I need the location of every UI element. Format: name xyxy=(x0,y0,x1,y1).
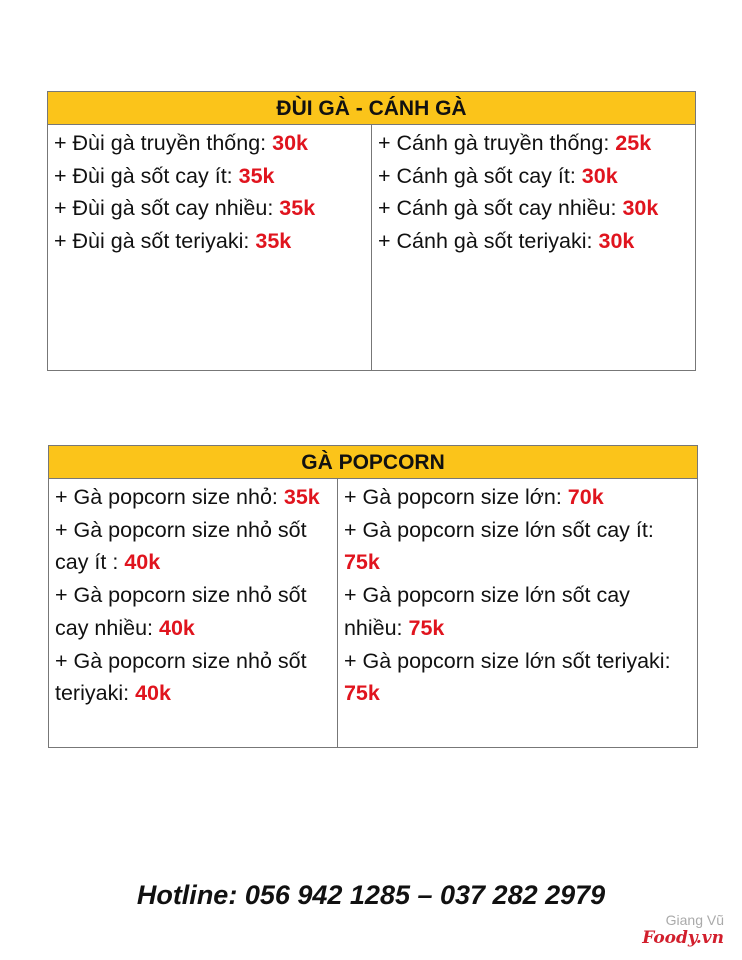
item-price: 40k xyxy=(158,615,195,640)
item-name: + Gà popcorn size lớn: xyxy=(343,485,568,509)
item-price: 75k xyxy=(343,681,380,706)
table-dui-canh-ga xyxy=(47,91,696,371)
item-name: + Cánh gà sốt cay nhiều: xyxy=(378,196,623,221)
item-price: 75k xyxy=(343,550,380,575)
menu-item xyxy=(55,514,331,579)
table-header: GÀ POPCORN xyxy=(49,446,697,479)
menu-item xyxy=(344,645,691,710)
menu-item xyxy=(344,481,691,514)
item-price: 35k xyxy=(283,485,320,509)
item-price: 35k xyxy=(279,196,316,221)
hotline: Hotline: 056 942 1285 – 037 282 2979 xyxy=(136,880,606,910)
item-name: + Gà popcorn size lớn sốt cay ít: xyxy=(343,517,654,542)
menu-item xyxy=(54,127,365,160)
item-price: 30k xyxy=(272,131,309,155)
item-name: + Cánh gà sốt cay ít: xyxy=(378,163,582,188)
menu-item xyxy=(55,645,331,710)
item-price: 40k xyxy=(135,681,171,706)
table-header: ĐÙI GÀ - CÁNH GÀ xyxy=(48,92,695,125)
item-price: 30k xyxy=(581,163,618,188)
menu-item xyxy=(344,514,691,579)
item-name: + Gà popcorn size lớn sốt teriyaki: xyxy=(343,648,671,673)
item-name: + Đùi gà sốt teriyaki: xyxy=(54,229,256,254)
item-price: 70k xyxy=(567,485,604,509)
item-price: 30k xyxy=(622,196,659,221)
table-ga-popcorn xyxy=(48,445,698,748)
item-name: + Cánh gà truyền thống: xyxy=(378,131,616,155)
column-right xyxy=(338,479,697,747)
watermark-user: Giang Vũ xyxy=(665,912,724,928)
item-price: 35k xyxy=(255,229,292,254)
item-name: + Gà popcorn size nhỏ sốt teriyaki: xyxy=(55,648,307,706)
item-name: + Gà popcorn size nhỏ: xyxy=(55,485,284,509)
item-name: + Gà popcorn size nhỏ sốt cay nhiều: xyxy=(55,583,307,640)
item-price: 35k xyxy=(238,163,275,188)
item-name: + Cánh gà sốt teriyaki: xyxy=(378,229,599,254)
menu-item xyxy=(378,160,658,193)
menu-item xyxy=(54,225,365,258)
menu-item xyxy=(378,192,658,225)
item-name: + Gà popcorn size lớn sốt cay nhiều: xyxy=(343,583,630,640)
item-price: 30k xyxy=(598,229,635,254)
item-price: 75k xyxy=(408,615,445,640)
menu-item xyxy=(378,225,658,258)
watermark xyxy=(642,912,724,948)
item-name: + Đùi gà truyền thống: xyxy=(54,131,273,155)
column-left xyxy=(49,479,338,747)
menu-item xyxy=(54,192,365,225)
item-name: + Đùi gà sốt cay nhiều: xyxy=(54,196,280,221)
menu-item xyxy=(344,579,691,644)
item-name: + Đùi gà sốt cay ít: xyxy=(54,163,239,188)
item-price: 40k xyxy=(124,550,161,575)
foody-logo: Foody.vn xyxy=(642,928,724,948)
menu-item xyxy=(55,579,331,644)
menu-item xyxy=(55,481,331,514)
menu-item xyxy=(54,160,365,193)
column-right xyxy=(372,125,664,370)
item-price: 25k xyxy=(615,131,652,155)
column-left xyxy=(48,125,372,370)
item-name: + Gà popcorn size nhỏ sốt cay ít : xyxy=(55,517,307,575)
menu-item xyxy=(378,127,658,160)
